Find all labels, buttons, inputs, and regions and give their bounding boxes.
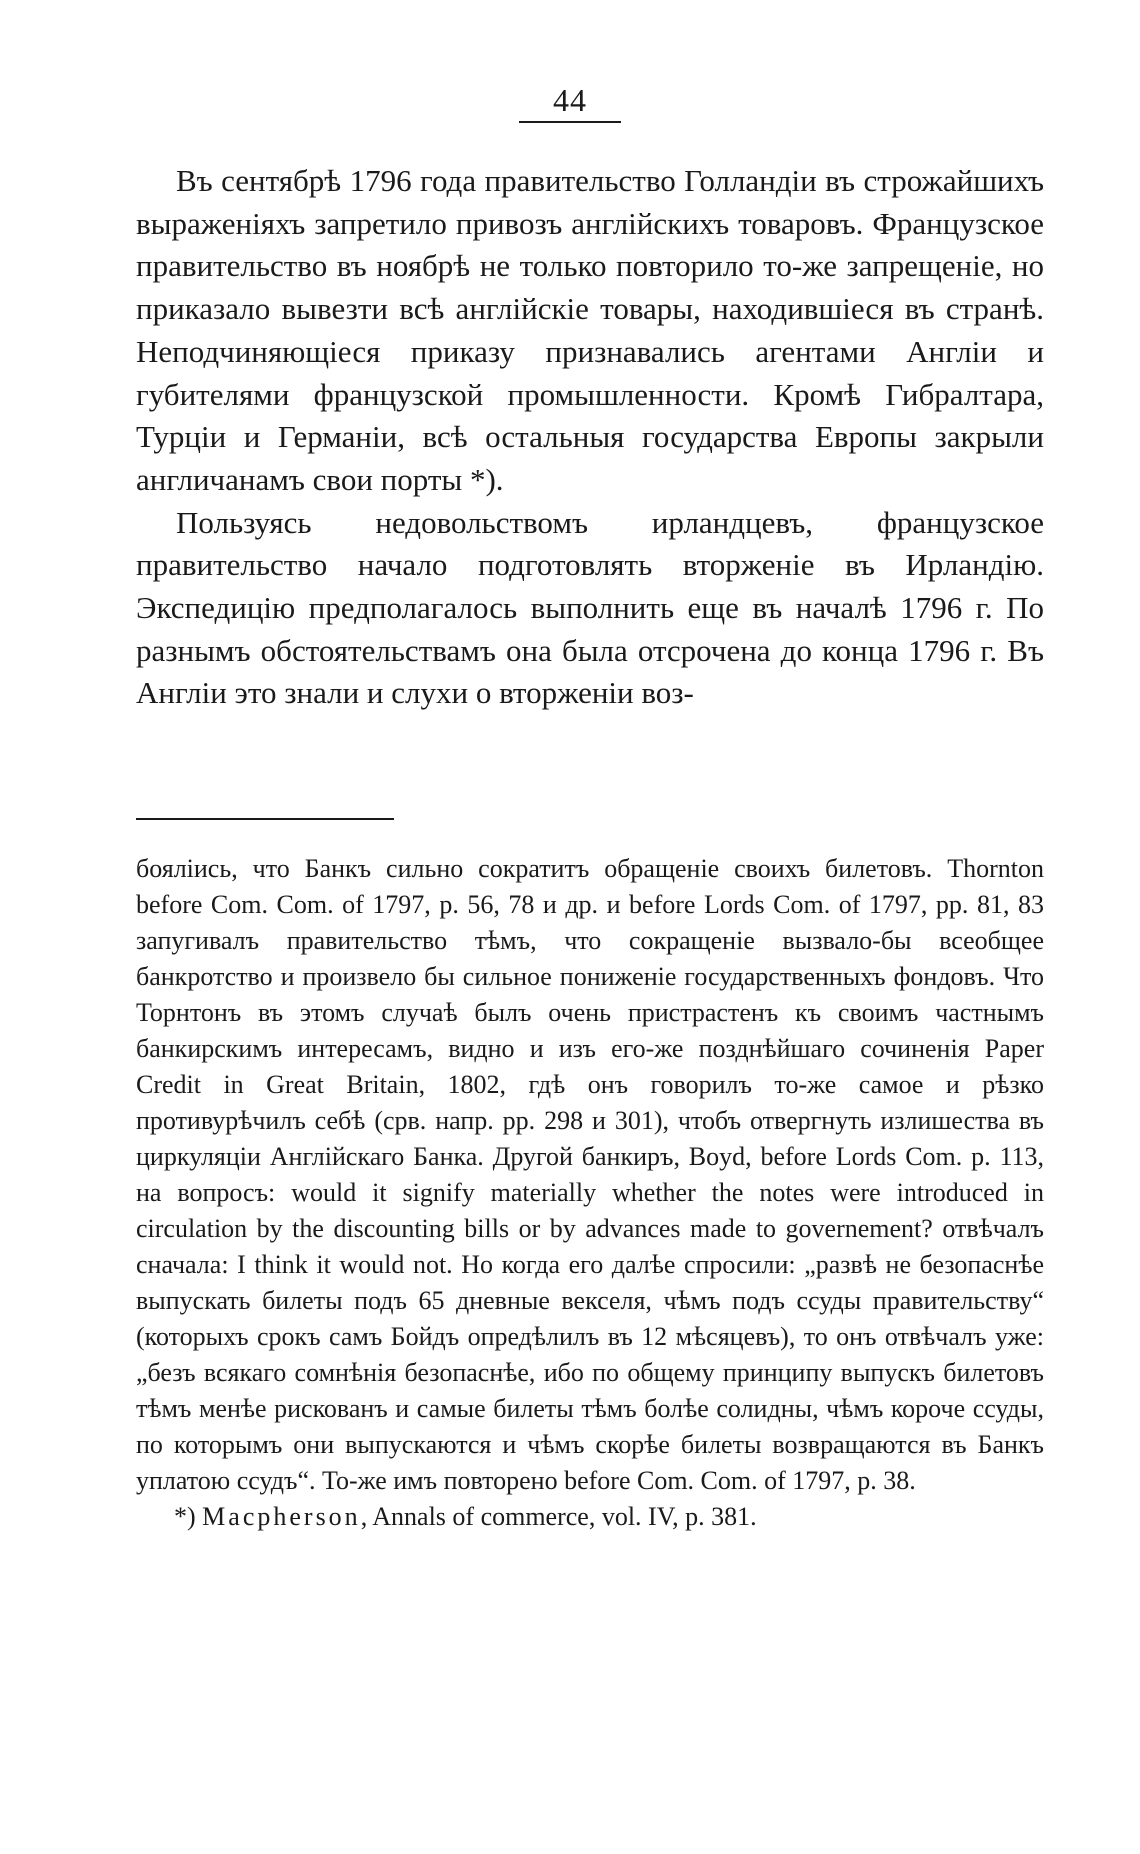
footnote-star: [136, 1499, 1044, 1535]
page-number: [0, 82, 1140, 123]
footnotes-section: [136, 851, 1044, 1535]
footnote-star-citation: , Annals of commerce, vol. IV, p. 381.: [360, 1502, 757, 1531]
footnote-continuation: бояліись, что Банкъ сильно сократитъ обращеніе своихъ билетовъ. Thornton before Com. Com. of 1797, p. 56, 78 и др. и before Lords Com. of 1797, pp. 81, 83 запугивалъ правительство тѣмъ, что сокращеніе вызвало-бы всеобщее банкротство и произвело бы сильное пониженіе государственныхъ фондовъ. Что Торнтонъ въ этомъ случаѣ былъ очень пристрастенъ къ своимъ частнымъ банкирскимъ интересамъ, видно и изъ его-же позднѣйшаго сочиненія Paper Credit in Great Britain, 1802, гдѣ онъ говорилъ то-же самое и рѣзко противурѣчилъ себѣ (срв. напр. pp. 298 и 301), чтобъ отвергнуть излишества въ циркуляціи Англійскаго Банка. Другой банкиръ, Boyd, before Lords Com. p. 113, на вопросъ: would it signify materially whether the notes were introduced in circulation by the discounting bills or by advances made to governement? отвѣчалъ сначала: I think it would not. Но когда его далѣе спросили: „развѣ не безопаснѣе выпускать билеты подъ 65 дневные векселя, чѣмъ подъ ссуды правительству“ (которыхъ срокъ самъ Бойдъ опредѣлилъ въ 12 мѣсяцевъ), то онъ отвѣчалъ уже: „безъ всякаго сомнѣнія безопаснѣе, ибо по общему принципу выпускъ билетовъ тѣмъ менѣе рискованъ и самые билеты тѣмъ болѣе солидны, чѣмъ короче ссуды, по которымъ они выпускаются и чѣмъ скорѣе билеты возвращаются въ Банкъ уплатою ссудъ“. То-же имъ повторено before Com. Com. of 1797, p. 38.: [136, 854, 1044, 1495]
page-number-text: 44: [519, 82, 621, 123]
footnote-star-marker: *): [174, 1502, 196, 1531]
body-paragraph-1: Въ сентябрѣ 1796 года правительство Голландіи въ строжайшихъ выраженіяхъ запретило привозъ англійскихъ товаровъ. Французское правительство въ ноябрѣ не только повторило то-же запрещеніе, но приказало вывезти всѣ англійскіе товары, находившіеся въ странѣ. Неподчиняющіеся приказу признавались агентами Англіи и губителями французской промышленности. Кромѣ Гибралтара, Турціи и Германіи, всѣ остальныя государства Европы закрыли англичанамъ свои порты *).: [136, 163, 1044, 497]
main-body: [136, 160, 1044, 715]
footnote-star-author: Macpherson: [202, 1502, 361, 1531]
footnote-separator: [136, 818, 394, 820]
body-paragraph-2: Пользуясь недовольствомъ ирландцевъ, французское правительство начало подготовлять вторженіе въ Ирландію. Экспедицію предполагалось выполнить еще въ началѣ 1796 г. По разнымъ обстоятельствамъ она была отсрочена до конца 1796 г. Въ Англіи это знали и слухи о вторженіи воз-: [136, 504, 1044, 711]
